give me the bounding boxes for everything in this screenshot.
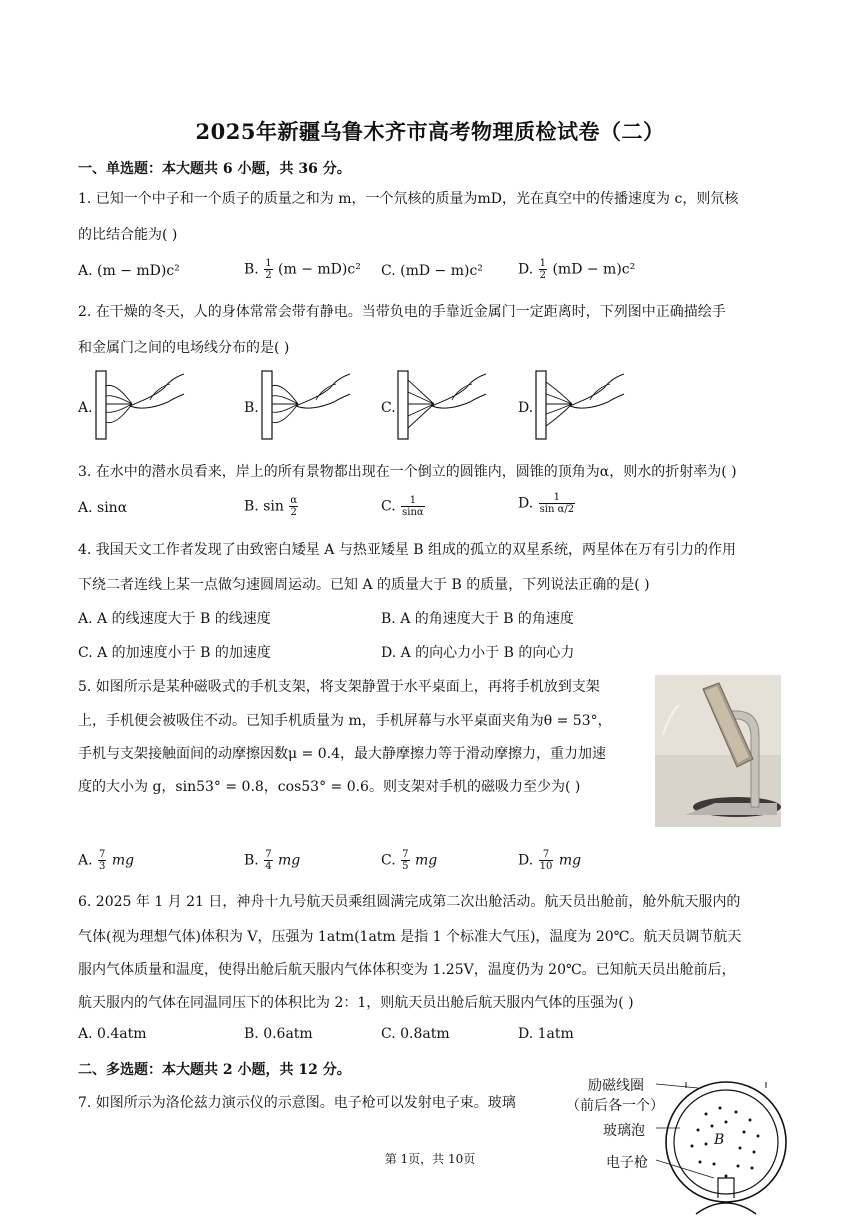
q4-stem-line2: 下绕二者连线上某一点做匀速圆周运动。已知 A 的质量大于 B 的质量，下列说法正确的是( ) bbox=[78, 577, 650, 593]
q5-option-a: A. $\frac{7}{3}$ mg bbox=[78, 849, 135, 872]
q6-option-c: C. 0.8atm bbox=[381, 1026, 450, 1042]
q6-stem-line3: 服内气体质量和温度，使得出舱后航天服内气体体积变为 1.25V，温度仍为 20℃。已知航天员出舱前后， bbox=[78, 962, 736, 978]
q1-option-c: C. (mD − m)c² bbox=[381, 263, 483, 279]
q5-stem-line3: 手机与支架接触面间的动摩擦因数μ = 0.4，最大静摩擦力等于滑动摩擦力，重力加速 bbox=[78, 746, 606, 762]
q6-stem-line4: 航天服内的气体在同温同压下的体积比为 2：1，则航天员出舱后航天服内气体的压强为( ) bbox=[78, 995, 634, 1011]
section-single-choice: 一、单选题：本大题共 6 小题，共 36 分。 bbox=[78, 161, 351, 177]
q2-option-a-label: A. bbox=[78, 400, 93, 416]
q7-field-b-label: B bbox=[714, 1132, 725, 1148]
section-multi-choice: 二、多选题：本大题共 2 小题，共 12 分。 bbox=[78, 1062, 351, 1078]
q6-stem-line2: 气体(视为理想气体)体积为 V，压强为 1atm(1atm 是指 1 个标准大气压)，温度为 20℃。航天员调节航天 bbox=[78, 929, 742, 945]
q7-label-gun: 电子枪 bbox=[606, 1155, 648, 1171]
q1-option-d: D. $\frac{1}{2}$ (mD − m)c² bbox=[518, 258, 636, 281]
q2-option-b-figure bbox=[260, 368, 352, 444]
q1-stem-line1: 1. 已知一个中子和一个质子的质量之和为 m，一个氘核的质量为mD，光在真空中的传播速度为 c，则氘核 bbox=[78, 191, 739, 207]
q2-option-c-label: C. bbox=[381, 400, 396, 416]
q7-label-coil: 励磁线圈 bbox=[588, 1078, 644, 1094]
q5-option-d: D. $\frac{7}{10}$ mg bbox=[518, 849, 582, 872]
q7-label-coil-note: （前后各一个） bbox=[566, 1098, 664, 1114]
q4-stem-line1: 4. 我国天文工作者发现了由致密白矮星 A 与热亚矮星 B 组成的孤立的双星系统，两星体在万有引力的作用 bbox=[78, 542, 737, 558]
q2-option-a-figure bbox=[94, 368, 186, 444]
q1-option-b: B. $\frac{1}{2}$ (m − mD)c² bbox=[244, 258, 361, 281]
q5-stem-line1: 5. 如图所示是某种磁吸式的手机支架，将支架静置于水平桌面上，再将手机放到支架 bbox=[78, 679, 600, 695]
q2-option-d-figure bbox=[534, 368, 626, 444]
q4-option-b: B. A 的角速度大于 B 的角速度 bbox=[381, 611, 574, 627]
q3-option-d: D. $\frac{1}{\text{sin α/2}}$ bbox=[518, 492, 575, 515]
q2-option-d-label: D. bbox=[518, 400, 534, 416]
q6-option-b: B. 0.6atm bbox=[244, 1026, 313, 1042]
q1-stem-line2: 的比结合能为( ) bbox=[78, 227, 178, 243]
q4-option-d: D. A 的向心力小于 B 的向心力 bbox=[381, 645, 575, 661]
q6-option-a: A. 0.4atm bbox=[78, 1026, 147, 1042]
q6-stem-line1: 6. 2025 年 1 月 21 日，神舟十九号航天员乘组圆满完成第二次出舱活动。航天员出舱前，舱外航天服内的 bbox=[78, 894, 741, 910]
q5-option-c: C. $\frac{7}{5}$ mg bbox=[381, 849, 438, 872]
q3-stem: 3. 在水中的潜水员看来，岸上的所有景物都出现在一个倒立的圆锥内，圆锥的顶角为α，则水的折射率为( ) bbox=[78, 464, 737, 480]
page-title: 2025年新疆乌鲁木齐市高考物理质检试卷（二） bbox=[195, 119, 665, 144]
q5-option-b: B. $\frac{7}{4}$ mg bbox=[244, 849, 301, 872]
q3-option-a: A. sinα bbox=[78, 500, 128, 516]
q5-stem-line2: 上，手机便会被吸住不动。已知手机质量为 m，手机屏幕与水平桌面夹角为θ = 53°， bbox=[78, 713, 612, 729]
q7-label-bulb: 玻璃泡 bbox=[603, 1123, 645, 1139]
q2-option-b-label: B. bbox=[244, 400, 259, 416]
q2-stem-line1: 2. 在干燥的冬天，人的身体常常会带有静电。当带负电的手靠近金属门一定距离时，下列图中正确描绘手 bbox=[78, 304, 726, 320]
q5-stem-line4: 度的大小为 g，sin53° = 0.8，cos53° = 0.6。则支架对手机的磁吸力至少为( ) bbox=[78, 779, 581, 795]
q6-option-d: D. 1atm bbox=[518, 1026, 574, 1042]
page-footer: 第 1页，共 10页 bbox=[384, 1152, 476, 1166]
lorentz-apparatus-diagram bbox=[656, 1074, 790, 1216]
q1-option-a: A. (m − mD)c² bbox=[78, 263, 180, 279]
q4-option-c: C. A 的加速度小于 B 的加速度 bbox=[78, 645, 271, 661]
q3-option-b: B. sin $\frac{\alpha}{2}$ bbox=[244, 495, 298, 518]
q2-option-c-figure bbox=[396, 368, 488, 444]
q2-stem-line2: 和金属门之间的电场线分布的是( ) bbox=[78, 340, 290, 356]
q3-option-c: C. $\frac{1}{\sin\alpha}$ bbox=[381, 495, 424, 518]
phone-stand-photo bbox=[655, 675, 781, 827]
q4-option-a: A. A 的线速度大于 B 的线速度 bbox=[78, 611, 271, 627]
q7-stem-line1: 7. 如图所示为洛伦兹力演示仪的示意图。电子枪可以发射电子束。玻璃 bbox=[78, 1095, 516, 1111]
